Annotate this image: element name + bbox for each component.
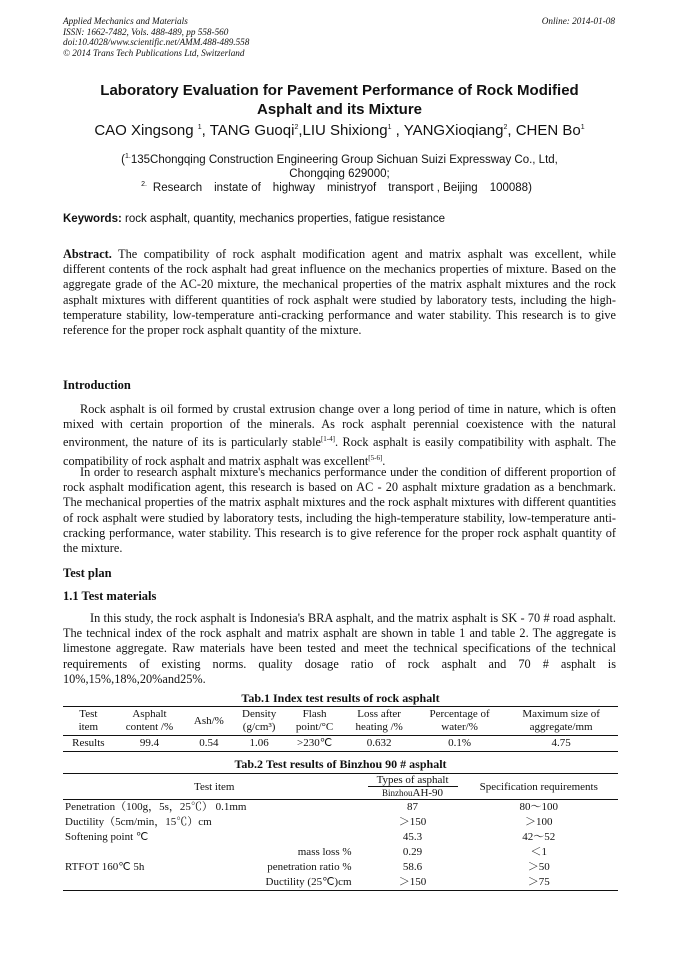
paper-title (63, 81, 616, 119)
table-cell: 99.4 (139, 737, 160, 749)
keywords-label: Keywords: (63, 213, 122, 225)
online-date: Online: 2014-01-08 (541, 16, 615, 26)
asphalt-grade: AH-90 (412, 787, 444, 799)
affiliation-2 (63, 178, 616, 195)
table-cell: Ductility (25℃)cm (265, 876, 352, 888)
table-cell: 4.75 (551, 737, 571, 749)
table-cell: ＞150 (398, 816, 427, 828)
affil-1-marker: 1. (124, 153, 131, 160)
table-header-row (63, 774, 618, 800)
affil-2-word: 100088) (489, 181, 532, 194)
issn-line: ISSN: 1662-7482, Vols. 488-489, pp 558-560 (63, 26, 229, 37)
citation-ref[interactable]: [1-4] (320, 435, 335, 444)
table-cell: mass loss % (297, 846, 352, 858)
citation-ref[interactable]: [5-6] (368, 453, 383, 462)
table-cell: RTFOT 160℃ 5h (65, 861, 145, 873)
table-cell: ＞75 (527, 876, 550, 888)
table-cell: 0.54 (199, 737, 219, 749)
table-header: Ash/% (185, 707, 232, 736)
table-cell: ＞150 (398, 876, 427, 888)
intro-heading: Introduction (63, 378, 131, 392)
table-header: Test item (63, 774, 366, 800)
table-cell: 87 (407, 801, 419, 813)
table-header: Density (g/cm³) (233, 707, 286, 736)
keywords-text: rock asphalt, quantity, mechanics properties, fatigue resistance (121, 213, 446, 225)
table-cell: 45.3 (402, 831, 423, 843)
table-2 (63, 773, 618, 891)
affil-2-word: instate of (214, 181, 261, 194)
table-cell: 80～100 (519, 801, 559, 813)
intro-paragraph-1 (63, 402, 616, 469)
table-header: Flash point/°C (286, 707, 344, 736)
table-2-caption: Tab.2 Test results of Binzhou 90 # asphalt (234, 757, 447, 771)
abstract-text: The compatibility of rock asphalt modification agent and matrix asphalt was excellent, while different contents of the rock asphalt had great influence on the mechanics properties of mixture. Based on the aggregate grade of the AC-20 mixture, the mechanical properties of the matrix asphalt mixtures and the rock asphalt mixtures with different quantities of rock asphalt were studied by laboratory tests, including the high-temperature stability, low-temperature anti-cracking performance and water stability. This research is to give reference for the proper rock asphalt quantity of the mixture. (63, 247, 616, 338)
author-5: , CHEN Bo (507, 122, 581, 139)
table-cell: 0.29 (402, 846, 423, 858)
testplan-heading: Test plan (63, 566, 112, 580)
types-of-asphalt-label: Types of asphalt (368, 774, 458, 787)
table-cell: 0.1% (448, 737, 472, 749)
intro-p1-text: . (382, 453, 386, 468)
table-cell: Softening point ℃ (65, 831, 149, 843)
author-3: ,LIU Shixiong (298, 122, 388, 139)
author-1: CAO Xingsong (94, 122, 198, 139)
author-list (63, 122, 616, 139)
table-header: Specification requirements (460, 774, 618, 800)
doi-line: doi:10.4028/www.scientific.net/AMM.488-489.558 (63, 37, 250, 47)
intro-p1-text: Rock asphalt is oil formed by crustal extrusion change over a long period of time in nature, which is often mixed with certain proportion of the minerals. As rock asphalt perennial coexistence with the natural environment, the nature of its is particularly stable (63, 402, 616, 450)
affil-1-text: 135Chongqing Construction Engineering Group Sichuan Suizi Expressway Co., Ltd, (130, 153, 558, 166)
keywords (63, 213, 445, 225)
table-cell: Results (72, 737, 105, 749)
table-cell: 58.6 (402, 861, 423, 873)
journal-header (63, 16, 249, 58)
test-materials-heading: 1.1 Test materials (63, 589, 157, 603)
affil-1-city: Chongqing 629000; (289, 167, 390, 180)
table-header: Loss after heating /% (343, 707, 415, 736)
table-header: Asphalt content /% (114, 707, 186, 736)
table-header (366, 774, 460, 800)
affil-2-word: transport , Beijing (388, 181, 478, 194)
table-cell: ＞100 (525, 816, 553, 828)
author-5-affil: 1 (580, 124, 585, 131)
affil-2-word: ministryof (327, 181, 377, 194)
affiliation-1 (63, 150, 616, 181)
author-4-affil: 2 (503, 124, 508, 131)
table-cell: ＜1 (530, 846, 548, 858)
table-cell: Penetration（100g，5s，25℃） 0.1mm (65, 801, 247, 813)
abstract-label: Abstract. (63, 247, 112, 261)
table-cell: 0.632 (366, 737, 392, 749)
table-row (63, 845, 618, 860)
affil-open-paren: ( (121, 153, 125, 166)
author-2: , TANG Guoqi (201, 122, 295, 139)
abstract (63, 247, 616, 338)
intro-paragraph-2: In order to research asphalt mixture's mechanics performance under the condition of different proportion of rock asphalt modification agent, this research is based on AC - 20 asphalt mixture gradation as a benchmark. The mechanical properties of the matrix asphalt mixtures and the rock asphalt mixtures with different quantities of rock asphalt were studied by laboratory tests, including the high-temperature stability, low-temperature anti-cracking performance, water stability. This research is to give reference for the proper rock asphalt quantity of the mixture. (63, 465, 616, 556)
asphalt-brand: Binzhou (382, 788, 413, 798)
table-cell: ＞50 (527, 861, 550, 873)
table-row (63, 830, 618, 845)
table-1-caption: Tab.1 Index test results of rock asphalt (241, 691, 440, 705)
table-cell: 42～52 (522, 831, 556, 843)
table-1 (63, 706, 618, 752)
author-4: , YANGXioqiang (391, 122, 504, 139)
table-cell: 1.06 (249, 737, 269, 749)
author-3-affil: 1 (387, 124, 392, 131)
affil-2-marker: 2. (141, 181, 147, 188)
journal-name: Applied Mechanics and Materials (63, 16, 188, 26)
materials-paragraph: In this study, the rock asphalt is Indonesia's BRA asphalt, and the matrix asphalt is SK - 70 # road asphalt. The technical index of the rock asphalt and matrix asphalt are shown in table 1 and table 2. The aggregate is limestone aggregate. Raw materials have been tested and meet the technical specifications of the technical requirements of existing norms. quality dosage ratio of rock asphalt and 70 # asphalt is 10%,15%,18%,20%and25%. (63, 611, 616, 686)
author-1-affil: 1 (197, 124, 202, 131)
affil-2-word: Research (152, 181, 203, 194)
author-2-affil: 2 (294, 124, 299, 131)
table-row (63, 800, 618, 816)
copyright-line: © 2014 Trans Tech Publications Ltd, Switzerland (63, 47, 245, 58)
title-line-2: Asphalt and its Mixture (256, 101, 423, 118)
title-line-1: Laboratory Evaluation for Pavement Performance of Rock Modified (100, 82, 579, 99)
table-cell: Ductility（5cm/min，15℃）cm (65, 816, 212, 828)
intro-p1-text: . Rock asphalt is easily compatibility with asphalt. The compatibility of rock asphalt and matrix asphalt was excellent (63, 435, 616, 468)
table-row (63, 815, 618, 830)
table-header-row (63, 707, 618, 736)
table-cell: >230℃ (297, 737, 333, 749)
table-cell: penetration ratio % (267, 861, 352, 873)
affil-2-word: highway (272, 181, 315, 194)
table-header: Maximum size of aggregate/mm (504, 707, 618, 736)
table-header: Test item (63, 707, 114, 736)
table-row (63, 736, 618, 752)
table-header: Percentage of water/% (415, 707, 504, 736)
